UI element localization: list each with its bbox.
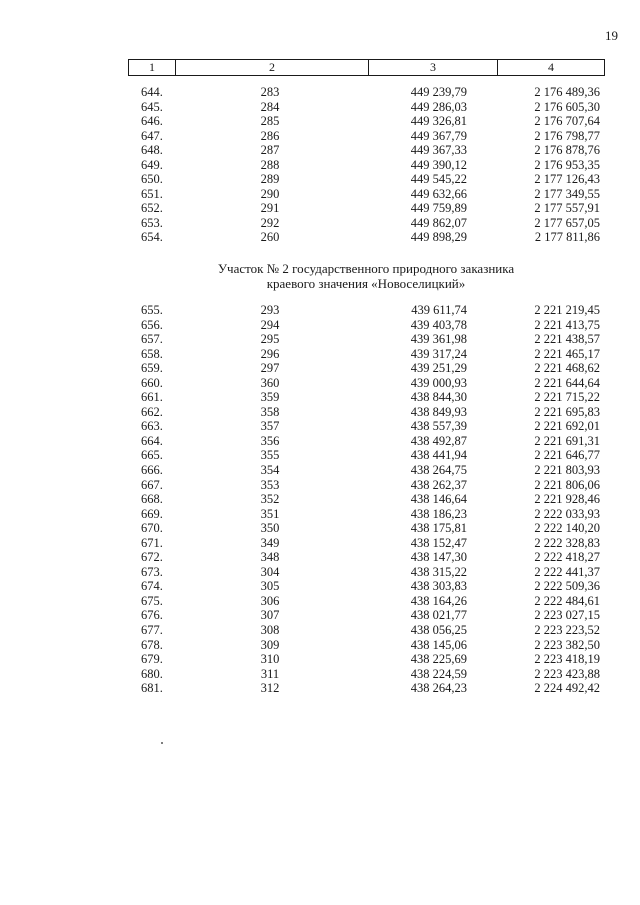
table-row: [0, 463, 640, 478]
vertex-number: 350: [260, 521, 280, 536]
vertex-number: 284: [260, 99, 280, 114]
table-row: [0, 100, 640, 115]
coordinate-y: 2 176 707,64: [534, 114, 600, 129]
coordinate-y: 2 221 438,57: [534, 332, 600, 347]
coordinate-x: 438 224,59: [410, 666, 467, 681]
coordinate-x: 449 898,29: [410, 230, 467, 245]
point-number: 672.: [141, 550, 163, 565]
table-row: [0, 390, 640, 405]
coordinate-y: 2 223 027,15: [534, 608, 600, 623]
coordinate-x: 449 759,89: [410, 201, 467, 216]
point-number: 664.: [141, 433, 163, 448]
coordinate-x: 438 492,87: [410, 433, 467, 448]
point-number: 678.: [141, 637, 163, 652]
table-row: [0, 507, 640, 522]
table-row: [0, 187, 640, 202]
coordinate-x: 438 303,83: [410, 579, 467, 594]
table-row: [0, 623, 640, 638]
table-row: [0, 565, 640, 580]
column-header-table: [128, 59, 605, 76]
point-number: 644.: [141, 85, 163, 99]
coordinate-x: 438 225,69: [410, 652, 467, 667]
point-number: 669.: [141, 506, 163, 521]
table-row: [0, 448, 640, 463]
coordinate-x: 438 056,25: [410, 623, 467, 638]
coordinate-y: 2 223 223,52: [534, 623, 600, 638]
coordinate-x: 438 844,30: [410, 390, 467, 405]
point-number: 648.: [141, 143, 163, 158]
vertex-number: 291: [260, 201, 280, 216]
point-number: 657.: [141, 332, 163, 347]
table-row: [0, 681, 640, 696]
coordinate-y: 2 224 492,42: [534, 681, 600, 696]
vertex-number: 287: [260, 143, 280, 158]
point-number: 665.: [141, 448, 163, 463]
coordinate-y: 2 176 953,35: [534, 157, 600, 172]
section-title: [128, 261, 604, 291]
column-header-3: 3: [369, 60, 498, 76]
coordinate-x: 438 315,22: [410, 564, 467, 579]
point-number: 650.: [141, 172, 163, 187]
point-number: 666.: [141, 463, 163, 478]
table-row: [0, 303, 640, 318]
point-number: 663.: [141, 419, 163, 434]
table-row: [0, 230, 640, 245]
table-row: [0, 129, 640, 144]
table-row: [0, 361, 640, 376]
table-row: [0, 376, 640, 391]
table-row: [0, 216, 640, 231]
vertex-number: 354: [260, 463, 280, 478]
coordinate-y: 2 176 878,76: [534, 143, 600, 158]
table-row: [0, 478, 640, 493]
vertex-number: 294: [260, 317, 280, 332]
point-number: 670.: [141, 521, 163, 536]
coordinate-x: 449 326,81: [410, 114, 467, 129]
coordinate-y: 2 221 691,31: [534, 433, 600, 448]
coordinate-y: 2 222 509,36: [534, 579, 600, 594]
vertex-number: 356: [260, 433, 280, 448]
coordinate-x: 439 611,74: [411, 303, 467, 317]
coordinate-x: 439 403,78: [410, 317, 467, 332]
point-number: 646.: [141, 114, 163, 129]
vertex-number: 312: [260, 681, 280, 696]
vertex-number: 285: [260, 114, 280, 129]
table-row: [0, 85, 640, 100]
coordinate-y: 2 222 033,93: [534, 506, 600, 521]
vertex-number: 292: [260, 215, 280, 230]
vertex-number: 295: [260, 332, 280, 347]
coordinate-x: 438 186,23: [410, 506, 467, 521]
coordinates-table-group-2: [0, 303, 640, 696]
coordinate-x: 439 251,29: [410, 361, 467, 376]
point-number: 671.: [141, 535, 163, 550]
coordinate-x: 438 147,30: [410, 550, 467, 565]
vertex-number: 310: [260, 652, 280, 667]
point-number: 673.: [141, 564, 163, 579]
vertex-number: 311: [260, 666, 280, 681]
vertex-number: 358: [260, 404, 280, 419]
vertex-number: 306: [260, 593, 280, 608]
vertex-number: 305: [260, 579, 280, 594]
point-number: 653.: [141, 215, 163, 230]
coordinate-y: 2 222 140,20: [534, 521, 600, 536]
table-row: [0, 521, 640, 536]
vertex-number: 288: [260, 157, 280, 172]
vertex-number: 293: [260, 303, 280, 317]
vertex-number: 349: [260, 535, 280, 550]
coordinates-table-group-1: [0, 85, 640, 245]
coordinate-y: 2 222 418,27: [534, 550, 600, 565]
vertex-number: 352: [260, 492, 280, 507]
coordinate-x: 438 175,81: [410, 521, 467, 536]
point-number: 647.: [141, 128, 163, 143]
section-title-line-2: краевого значения «Новоселицкий»: [266, 276, 466, 291]
table-row: [0, 492, 640, 507]
coordinate-y: 2 176 489,36: [534, 85, 600, 99]
vertex-number: 308: [260, 623, 280, 638]
table-row: [0, 536, 640, 551]
point-number: 660.: [141, 375, 163, 390]
coordinate-y: 2 177 657,05: [534, 215, 600, 230]
coordinate-y: 2 221 465,17: [534, 346, 600, 361]
coordinate-y: 2 221 803,93: [534, 463, 600, 478]
coordinate-x: 449 367,33: [410, 143, 467, 158]
coordinate-y: 2 223 423,88: [534, 666, 600, 681]
point-number: 674.: [141, 579, 163, 594]
vertex-number: 359: [260, 390, 280, 405]
table-row: [0, 347, 640, 362]
coordinate-x: 438 264,23: [410, 681, 467, 696]
coordinate-y: 2 177 811,86: [534, 230, 600, 245]
coordinate-x: 439 317,24: [410, 346, 467, 361]
table-row: [0, 143, 640, 158]
coordinate-x: 449 390,12: [410, 157, 467, 172]
point-number: 661.: [141, 390, 163, 405]
point-number: 645.: [141, 99, 163, 114]
vertex-number: 360: [260, 375, 280, 390]
point-number: 662.: [141, 404, 163, 419]
vertex-number: 289: [260, 172, 280, 187]
point-number: 668.: [141, 492, 163, 507]
table-row: [0, 550, 640, 565]
table-row: [0, 172, 640, 187]
coordinate-y: 2 221 692,01: [534, 419, 600, 434]
coordinate-y: 2 222 484,61: [534, 593, 600, 608]
coordinate-y: 2 221 806,06: [534, 477, 600, 492]
coordinate-x: 449 239,79: [410, 85, 467, 99]
table-row: [0, 667, 640, 682]
coordinate-x: 438 849,93: [410, 404, 467, 419]
coordinate-x: 438 262,37: [410, 477, 467, 492]
column-header-row: [129, 60, 605, 76]
coordinate-x: 438 145,06: [410, 637, 467, 652]
coordinate-y: 2 221 468,62: [534, 361, 600, 376]
point-number: 681.: [141, 681, 163, 696]
point-number: 675.: [141, 593, 163, 608]
coordinate-x: 438 264,75: [410, 463, 467, 478]
vertex-number: 296: [260, 346, 280, 361]
vertex-number: 351: [260, 506, 280, 521]
table-row: [0, 434, 640, 449]
point-number: 677.: [141, 623, 163, 638]
point-number: 656.: [141, 317, 163, 332]
coordinate-y: 2 223 382,50: [534, 637, 600, 652]
vertex-number: 260: [260, 230, 280, 245]
vertex-number: 307: [260, 608, 280, 623]
vertex-number: 357: [260, 419, 280, 434]
table-row: [0, 332, 640, 347]
table-row: [0, 158, 640, 173]
column-header-1: 1: [129, 60, 176, 76]
coordinate-y: 2 221 644,64: [534, 375, 600, 390]
coordinate-x: 449 286,03: [410, 99, 467, 114]
table-row: [0, 114, 640, 129]
coordinate-x: 438 164,26: [410, 593, 467, 608]
coordinate-x: 449 862,07: [410, 215, 467, 230]
coordinate-x: 438 557,39: [410, 419, 467, 434]
vertex-number: 309: [260, 637, 280, 652]
section-title-line-1: Участок № 2 государственного природного заказника: [217, 261, 515, 276]
column-header-2: 2: [176, 60, 369, 76]
coordinate-y: 2 221 928,46: [534, 492, 600, 507]
point-number: 654.: [141, 230, 163, 245]
vertex-number: 286: [260, 128, 280, 143]
table-row: [0, 652, 640, 667]
point-number: 667.: [141, 477, 163, 492]
point-number: 679.: [141, 652, 163, 667]
coordinate-y: 2 222 441,37: [534, 564, 600, 579]
coordinate-y: 2 176 798,77: [534, 128, 600, 143]
coordinate-x: 438 146,64: [410, 492, 467, 507]
point-number: 649.: [141, 157, 163, 172]
coordinate-x: 449 545,22: [410, 172, 467, 187]
table-row: [0, 405, 640, 420]
coordinate-y: 2 223 418,19: [534, 652, 600, 667]
coordinate-x: 449 367,79: [410, 128, 467, 143]
coordinate-y: 2 221 413,75: [534, 317, 600, 332]
coordinate-y: 2 177 126,43: [534, 172, 600, 187]
table-row: [0, 579, 640, 594]
coordinate-y: 2 177 557,91: [534, 201, 600, 216]
coordinate-x: 438 441,94: [410, 448, 467, 463]
coordinate-y: 2 221 219,45: [534, 303, 600, 317]
table-row: [0, 594, 640, 609]
coordinate-y: 2 221 646,77: [534, 448, 600, 463]
table-row: [0, 419, 640, 434]
coordinate-x: 438 152,47: [410, 535, 467, 550]
point-number: 658.: [141, 346, 163, 361]
table-row: [0, 608, 640, 623]
column-header-4: 4: [498, 60, 605, 76]
point-number: 655.: [141, 303, 163, 317]
point-number: 652.: [141, 201, 163, 216]
vertex-number: 304: [260, 564, 280, 579]
vertex-number: 355: [260, 448, 280, 463]
point-number: 659.: [141, 361, 163, 376]
vertex-number: 283: [260, 85, 280, 99]
coordinate-y: 2 221 695,83: [534, 404, 600, 419]
table-row: [0, 201, 640, 216]
page-number: 19: [605, 28, 618, 43]
coordinate-y: 2 177 349,55: [534, 186, 600, 201]
table-row: [0, 318, 640, 333]
vertex-number: 353: [260, 477, 280, 492]
coordinate-y: 2 221 715,22: [534, 390, 600, 405]
point-number: 680.: [141, 666, 163, 681]
scan-speck: [161, 742, 163, 744]
coordinate-x: 438 021,77: [410, 608, 467, 623]
vertex-number: 348: [260, 550, 280, 565]
point-number: 651.: [141, 186, 163, 201]
vertex-number: 297: [260, 361, 280, 376]
coordinate-y: 2 222 328,83: [534, 535, 600, 550]
vertex-number: 290: [260, 186, 280, 201]
coordinate-x: 439 000,93: [410, 375, 467, 390]
point-number: 676.: [141, 608, 163, 623]
table-row: [0, 638, 640, 653]
coordinate-x: 449 632,66: [410, 186, 467, 201]
coordinate-y: 2 176 605,30: [534, 99, 600, 114]
coordinate-x: 439 361,98: [410, 332, 467, 347]
